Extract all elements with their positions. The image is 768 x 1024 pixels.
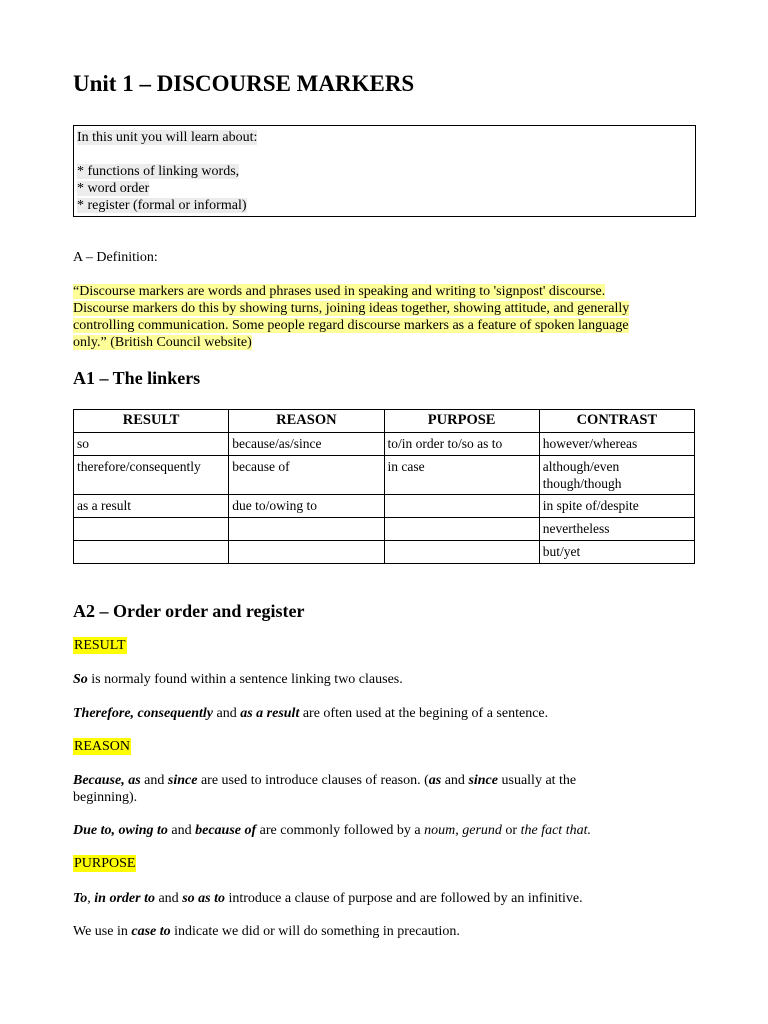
section-heading-a1: A1 – The linkers (73, 368, 201, 388)
table-cell: due to/owing to (229, 495, 384, 518)
category-tag-result: RESULT (74, 638, 126, 653)
table-cell: therefore/consequently (74, 456, 229, 495)
overview-item: * word order (77, 181, 150, 196)
section-heading-a2: A2 – Order order and register (73, 601, 305, 621)
column-header: CONTRAST (539, 410, 694, 433)
column-header: REASON (229, 410, 384, 433)
page-title: Unit 1 – DISCOURSE MARKERS (73, 71, 415, 96)
table-cell (384, 541, 539, 564)
table-row (74, 518, 695, 541)
category-tag-reason: REASON (74, 739, 131, 754)
table-cell (229, 518, 384, 541)
table-cell: to/in order to/so as to (384, 433, 539, 456)
table-row (74, 541, 695, 564)
table-cell (229, 541, 384, 564)
table-cell: because of (229, 456, 384, 495)
table-cell: in spite of/despite (539, 495, 694, 518)
reason-paragraph-1: Because, as and since are used to introduce clauses of reason. (as and since usually at the beginning). (73, 773, 577, 805)
table-cell: however/whereas (539, 433, 694, 456)
table-cell: so (74, 433, 229, 456)
table-header-row (74, 410, 695, 433)
result-paragraph-1: So is normaly found within a sentence linking two clauses. (73, 672, 403, 687)
category-tag-purpose: PURPOSE (74, 856, 136, 871)
result-paragraph-2: Therefore, consequently and as a result are often used at the begining of a sentence. (73, 706, 549, 721)
table-cell: although/even though/though (539, 456, 694, 495)
definition-quote: “Discourse markers are words and phrases used in speaking and writing to 'signpost' discourse. Discourse markers do this by showing turns, joining ideas together, showing attitude, and generally controlling communication. Some people regard discourse markers as a feature of spoken language only.” (British Council website) (73, 284, 630, 350)
overview-item: * functions of linking words, (77, 164, 240, 179)
purpose-paragraph-1: To, in order to and so as to introduce a clause of purpose and are followed by an infinitive. (73, 891, 583, 906)
table-cell: in case (384, 456, 539, 495)
linkers-table (73, 409, 695, 564)
table-cell: because/as/since (229, 433, 384, 456)
column-header: PURPOSE (384, 410, 539, 433)
table-cell: but/yet (539, 541, 694, 564)
table-cell (74, 541, 229, 564)
reason-paragraph-2: Due to, owing to and because of are commonly followed by a noum, gerund or the fact that. (73, 823, 591, 838)
table-cell (384, 495, 539, 518)
overview-intro: In this unit you will learn about: (77, 130, 258, 145)
unit-overview-box (73, 125, 696, 217)
table-cell: as a result (74, 495, 229, 518)
table-row (74, 433, 695, 456)
column-header: RESULT (74, 410, 229, 433)
table-cell: nevertheless (539, 518, 694, 541)
table-cell (74, 518, 229, 541)
table-row (74, 456, 695, 495)
definition-heading: A – Definition: (73, 250, 158, 265)
table-cell (384, 518, 539, 541)
overview-item: * register (formal or informal) (77, 198, 247, 213)
table-row (74, 495, 695, 518)
purpose-paragraph-2: We use in case to indicate we did or will do something in precaution. (73, 924, 460, 939)
